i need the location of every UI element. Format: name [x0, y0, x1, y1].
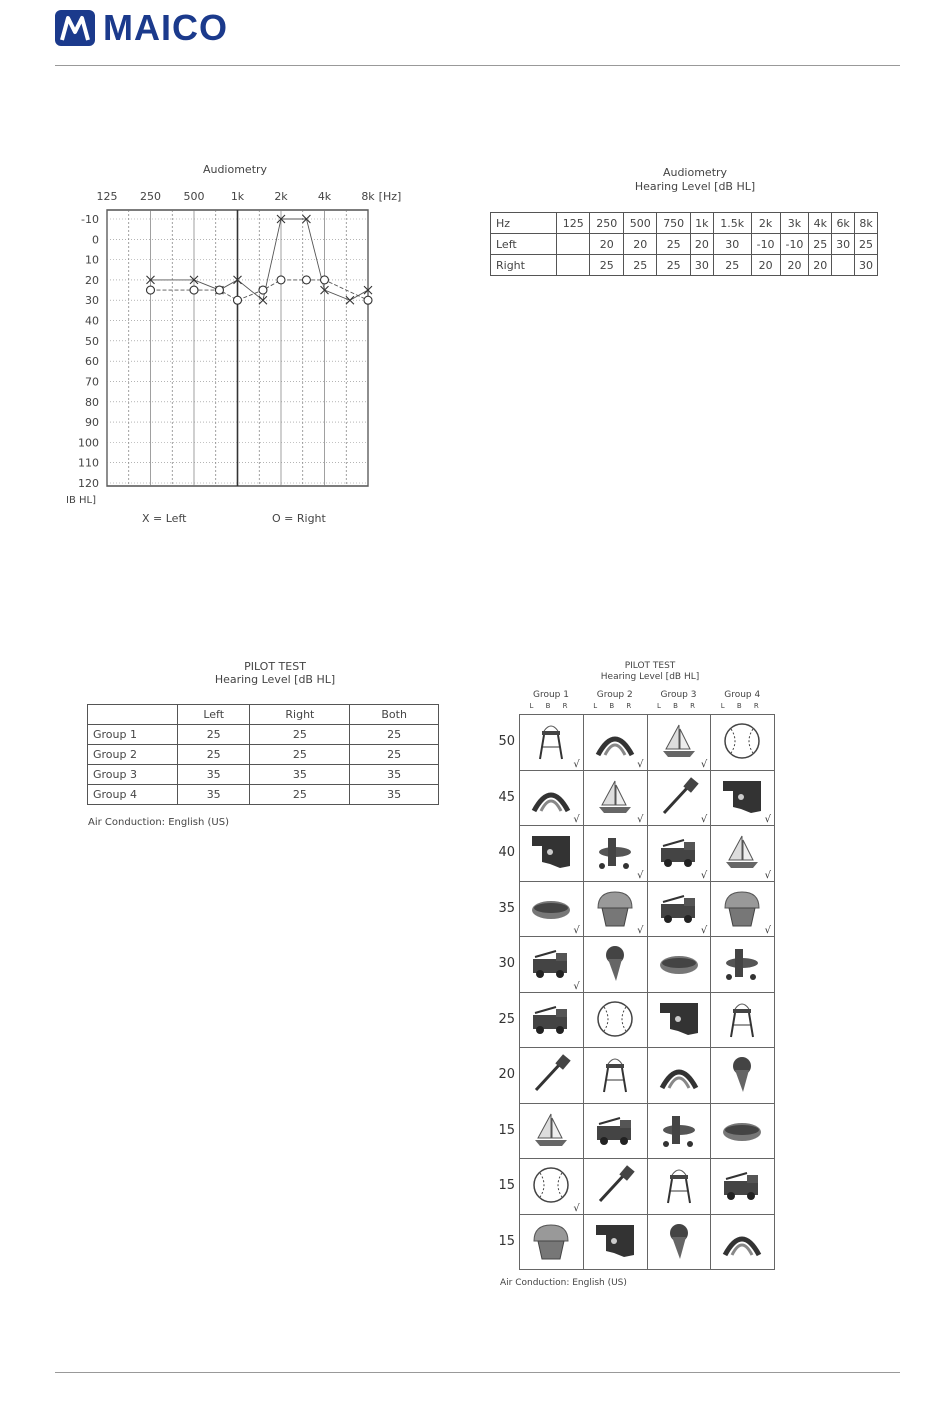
- hl-cell: [557, 234, 590, 255]
- audiogram-chart: [60, 180, 410, 525]
- pilot-grid-title: PILOT TEST: [624, 661, 676, 671]
- sailboat-icon: [530, 1110, 572, 1150]
- pilot-group-label: Group 1: [533, 690, 569, 700]
- audiogram-legend-right: O = Right: [272, 512, 326, 525]
- audiogram-db-tick: 80: [85, 395, 99, 409]
- audiogram-db-tick: 70: [85, 375, 99, 389]
- hl-header-cell: 8k: [855, 213, 878, 234]
- pilot-picture-cell: [710, 825, 775, 882]
- header-divider: [55, 65, 900, 66]
- rainbow-icon: [721, 1221, 763, 1261]
- pilot-grid-note: Air Conduction: English (US): [500, 1278, 627, 1288]
- airplane-icon: [721, 943, 763, 983]
- firetruck-icon: [721, 1165, 763, 1205]
- airplane-icon: [594, 832, 636, 872]
- audiogram-db-tick: -10: [81, 213, 99, 226]
- audiogram-hz-unit: [Hz]: [378, 190, 402, 203]
- audiogram-point-right: [302, 276, 310, 284]
- audiogram-title: Audiometry: [202, 163, 268, 176]
- pilot-level-label: 15: [498, 1233, 515, 1249]
- ice-cream-icon: [658, 1221, 700, 1261]
- hl-cell: 20: [780, 255, 809, 276]
- pilot-grid-subtitle: Hearing Level [dB HL]: [600, 672, 700, 682]
- hotdog-icon: [658, 943, 700, 983]
- firetruck-icon: [658, 888, 700, 928]
- pilot-header-cell: Left: [178, 705, 250, 725]
- pilot-lbr-label: L B R: [656, 702, 701, 710]
- hotdog-icon: [721, 1110, 763, 1150]
- hl-header-cell: 125: [557, 213, 590, 234]
- pilot-row-label: Group 2: [88, 745, 178, 765]
- pilot-picture-cell: [647, 1103, 712, 1160]
- pilot-row-label: Group 3: [88, 765, 178, 785]
- firetruck-icon: [530, 999, 572, 1039]
- pilot-picture-cell: [519, 936, 584, 993]
- pilot-cell: 25: [178, 725, 250, 745]
- hl-cell: -10: [780, 234, 809, 255]
- pilot-picture-cell: [583, 770, 648, 827]
- sailboat-icon: [594, 777, 636, 817]
- pilot-picture-cell: [710, 770, 775, 827]
- sailboat-icon: [721, 832, 763, 872]
- pilot-header-cell: Right: [250, 705, 350, 725]
- pilot-test-table: [87, 704, 439, 805]
- check-mark-icon: √: [637, 758, 644, 770]
- pilot-row-label: Group 4: [88, 785, 178, 805]
- check-mark-icon: √: [700, 814, 708, 825]
- firetruck-icon: [658, 832, 700, 872]
- pilot-row: [88, 725, 439, 745]
- pilot-picture-cell: [710, 1158, 775, 1215]
- hl-header-cell: 250: [590, 213, 623, 234]
- pilot-picture-cell: [647, 714, 712, 771]
- audiogram-db-unit: IB HL]: [66, 495, 96, 506]
- pilot-cell: 25: [250, 725, 350, 745]
- audiogram-freq-tick: 500: [183, 190, 205, 203]
- pilot-picture-cell: [583, 1047, 648, 1104]
- pilot-header-row: [88, 705, 439, 725]
- audiogram-db-tick: 0: [92, 233, 99, 247]
- pilot-picture-cell: [710, 936, 775, 993]
- pilot-cell: 25: [350, 745, 439, 765]
- audiogram-freq-tick: 4k: [317, 190, 332, 203]
- highchair-icon: [658, 1165, 700, 1205]
- hl-header-cell: 750: [657, 213, 690, 234]
- highchair-icon: [530, 721, 572, 761]
- check-mark-icon: √: [700, 925, 708, 936]
- audiogram-freq-tick: 125: [96, 190, 118, 203]
- shovel-icon: [530, 1054, 572, 1094]
- hl-cell: 25: [657, 255, 690, 276]
- hl-cell: 30: [713, 234, 751, 255]
- pilot-picture-cell: [519, 1158, 584, 1215]
- hl-cell: 20: [809, 255, 832, 276]
- pilot-picture-cell: [519, 1103, 584, 1160]
- pilot-level-label: 20: [498, 1067, 515, 1082]
- pilot-picture-cell: [519, 825, 584, 882]
- hl-cell: 25: [809, 234, 832, 255]
- hl-header-cell: 3k: [780, 213, 809, 234]
- hl-cell: 20: [751, 255, 780, 276]
- audiogram-freq-tick: 1k: [230, 190, 245, 203]
- cupcake-icon: [721, 888, 763, 928]
- highchair-icon: [721, 999, 763, 1039]
- pilot-picture-cell: [583, 936, 648, 993]
- sailboat-icon: [658, 721, 700, 761]
- pilot-cell: 25: [250, 785, 350, 805]
- pilot-picture-cell: [647, 1047, 712, 1104]
- audiogram-legend-left: X = Left: [142, 512, 187, 525]
- hl-row-left: [491, 234, 878, 255]
- cupcake-icon: [530, 1221, 572, 1261]
- rainbow-icon: [658, 1054, 700, 1094]
- check-mark-icon: √: [764, 925, 771, 936]
- pilot-picture-cell: [519, 1214, 584, 1271]
- audiogram-db-tick: 10: [85, 253, 99, 267]
- firetruck-icon: [594, 1110, 636, 1150]
- pilot-row: [88, 745, 439, 765]
- pilot-header-cell: [88, 705, 178, 725]
- pilot-picture-cell: [647, 992, 712, 1049]
- pilot-level-label: 45: [498, 789, 515, 805]
- hl-table-title: Audiometry: [662, 166, 728, 179]
- audiogram-db-tick: 50: [85, 334, 99, 348]
- audiogram-db-tick: 20: [85, 273, 99, 287]
- audiogram-db-tick: 60: [85, 355, 99, 369]
- pilot-picture-cell: [519, 992, 584, 1049]
- audiogram-point-right: [277, 276, 285, 284]
- pilot-cell: 35: [350, 765, 439, 785]
- audiogram-point-right: [147, 286, 155, 294]
- pilot-picture-cell: [519, 1047, 584, 1104]
- audiogram-db-tick: 110: [78, 456, 99, 470]
- pilot-level-label: 15: [498, 1178, 515, 1193]
- pilot-lbr-label: L B R: [593, 702, 637, 710]
- hl-header-cell: 4k: [809, 213, 832, 234]
- pilot-level-label: 40: [498, 845, 515, 860]
- pilot-picture-cell: [647, 936, 712, 993]
- audiogram-db-tick: 40: [85, 314, 99, 328]
- hl-cell: 25: [713, 255, 751, 276]
- ice-cream-icon: [721, 1054, 763, 1094]
- pilot-header-cell: Both: [350, 705, 439, 725]
- highchair-icon: [594, 1054, 636, 1094]
- check-mark-icon: √: [573, 814, 580, 825]
- oklahoma-icon: [721, 777, 763, 817]
- check-mark-icon: √: [764, 869, 771, 881]
- pilot-group-label: Group 2: [596, 690, 633, 700]
- hl-cell: 25: [657, 234, 690, 255]
- pilot-picture-cell: [647, 825, 712, 882]
- shovel-icon: [658, 777, 700, 817]
- pilot-cell: 35: [178, 765, 250, 785]
- check-mark-icon: √: [637, 814, 644, 825]
- pilot-level-label: 30: [498, 956, 515, 971]
- firetruck-icon: [530, 943, 572, 983]
- check-mark-icon: √: [637, 925, 644, 936]
- pilot-picture-cell: [710, 1103, 775, 1160]
- check-mark-icon: √: [700, 869, 708, 881]
- hl-header-cell: 2k: [751, 213, 780, 234]
- pilot-picture-cell: [710, 992, 775, 1049]
- pilot-cell: 25: [350, 725, 439, 745]
- audiogram-freq-tick: 8k: [361, 190, 375, 203]
- oklahoma-icon: [594, 1221, 636, 1261]
- oklahoma-icon: [530, 832, 572, 872]
- pilot-picture-cell: [519, 881, 584, 938]
- pilot-cell: 35: [250, 765, 350, 785]
- baseball-icon: [721, 721, 763, 761]
- pilot-lbr-label: L B R: [720, 702, 764, 710]
- pilot-picture-cell: [710, 881, 775, 938]
- audiogram-db-tick: 120: [78, 477, 99, 490]
- audiogram-point-right: [190, 286, 198, 294]
- pilot-row-label: Group 1: [88, 725, 178, 745]
- hearing-level-table: [490, 212, 878, 276]
- pilot-picture-cell: [710, 1214, 775, 1271]
- hl-table-subtitle: Hearing Level [dB HL]: [634, 180, 756, 193]
- check-mark-icon: √: [637, 869, 644, 881]
- check-mark-icon: √: [573, 925, 580, 936]
- pilot-cell: 35: [178, 785, 250, 805]
- pilot-group-label: Group 3: [660, 690, 697, 700]
- pilot-level-label: 15: [498, 1122, 515, 1138]
- airplane-icon: [658, 1110, 700, 1150]
- oklahoma-icon: [658, 999, 700, 1039]
- hl-cell: 20: [623, 234, 656, 255]
- hl-cell: 25: [590, 255, 623, 276]
- audiogram-db-tick: 90: [85, 416, 99, 430]
- pilot-picture-cell: [583, 881, 648, 938]
- hl-header-cell: 6k: [832, 213, 855, 234]
- audiogram-db-tick: 100: [78, 436, 99, 450]
- hl-cell: [832, 255, 855, 276]
- pilot-group-label: Group 4: [724, 690, 761, 700]
- audiogram-point-right: [259, 286, 267, 294]
- shovel-icon: [594, 1165, 636, 1205]
- audiogram-point-right: [215, 286, 223, 294]
- hl-header-cell: 1.5k: [713, 213, 751, 234]
- check-mark-icon: √: [573, 980, 580, 992]
- pilot-cell: 25: [250, 745, 350, 765]
- hl-header-cell: Hz: [491, 213, 557, 234]
- hl-header-cell: 1k: [690, 213, 713, 234]
- hl-cell: 30: [855, 255, 878, 276]
- audiogram-db-tick: 30: [85, 294, 99, 308]
- hl-cell: -10: [751, 234, 780, 255]
- audiogram-point-right: [321, 276, 329, 284]
- hl-cell: 20: [690, 234, 713, 255]
- pilot-table-note: Air Conduction: English (US): [88, 817, 229, 828]
- hl-header-cell: 500: [623, 213, 656, 234]
- hl-row-right: [491, 255, 878, 276]
- pilot-picture-cell: [583, 1103, 648, 1160]
- baseball-icon: [530, 1165, 572, 1205]
- rainbow-icon: [530, 777, 572, 817]
- pilot-picture-cell: [583, 825, 648, 882]
- pilot-level-label: 50: [498, 734, 515, 749]
- audiogram-freq-tick: 250: [140, 190, 161, 203]
- pilot-table-title: PILOT TEST: [244, 660, 306, 673]
- check-mark-icon: √: [573, 758, 580, 770]
- hl-cell: 25: [623, 255, 656, 276]
- audiogram-point-right: [364, 296, 372, 304]
- pilot-picture-cell: [647, 881, 712, 938]
- pilot-row: [88, 765, 439, 785]
- hl-row-label: Left: [491, 234, 557, 255]
- pilot-picture-cell: [583, 1158, 648, 1215]
- ice-cream-icon: [594, 943, 636, 983]
- hl-cell: [557, 255, 590, 276]
- hl-cell: 25: [855, 234, 878, 255]
- baseball-icon: [594, 999, 636, 1039]
- pilot-cell: 25: [178, 745, 250, 765]
- pilot-picture-cell: [710, 1047, 775, 1104]
- pilot-picture-cell: [583, 1214, 648, 1271]
- pilot-picture-cell: [647, 770, 712, 827]
- rainbow-icon: [594, 721, 636, 761]
- check-mark-icon: √: [573, 1202, 580, 1214]
- audiogram-freq-tick: 2k: [274, 190, 288, 203]
- pilot-picture-cell: [519, 770, 584, 827]
- pilot-row: [88, 785, 439, 805]
- pilot-level-label: 25: [498, 1011, 515, 1027]
- pilot-picture-cell: [583, 714, 648, 771]
- hl-cell: 20: [590, 234, 623, 255]
- pilot-level-label: 35: [498, 900, 515, 916]
- pilot-picture-grid: [498, 690, 774, 1274]
- hotdog-icon: [530, 888, 572, 928]
- hl-header-row: [491, 213, 878, 234]
- pilot-table-subtitle: Hearing Level [dB HL]: [214, 673, 336, 686]
- pilot-picture-cell: [647, 1158, 712, 1215]
- brand-name: MAICO: [103, 7, 228, 48]
- pilot-cell: 35: [350, 785, 439, 805]
- pilot-picture-cell: [583, 992, 648, 1049]
- check-mark-icon: √: [700, 758, 708, 770]
- cupcake-icon: [594, 888, 636, 928]
- footer-divider: [55, 1372, 900, 1373]
- pilot-picture-cell: [647, 1214, 712, 1271]
- hl-cell: 30: [832, 234, 855, 255]
- hl-cell: 30: [690, 255, 713, 276]
- audiogram-point-right: [234, 296, 242, 304]
- pilot-picture-cell: [519, 714, 584, 771]
- check-mark-icon: √: [764, 814, 771, 825]
- pilot-lbr-label: L B R: [529, 702, 573, 710]
- hl-row-label: Right: [491, 255, 557, 276]
- pilot-picture-cell: [710, 714, 775, 771]
